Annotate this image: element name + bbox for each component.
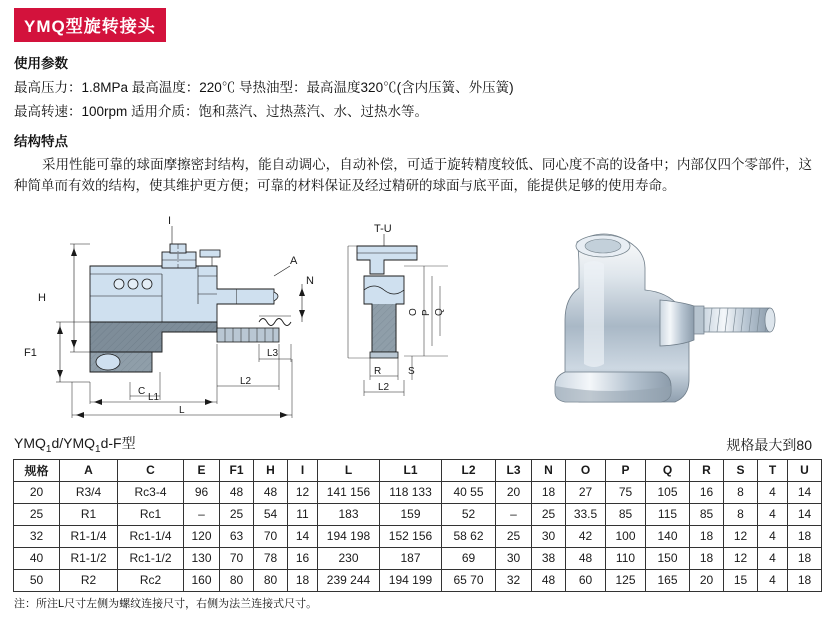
cell: 110 <box>606 547 646 569</box>
table-header-row <box>14 459 822 481</box>
cell: 18 <box>788 525 822 547</box>
cell: 141 156 <box>318 481 380 503</box>
cell: 8 <box>724 503 758 525</box>
cell: 38 <box>532 547 566 569</box>
cell: 160 <box>184 569 220 591</box>
page-title: YMQ型旋转接头 <box>14 8 166 42</box>
col-header: F1 <box>220 459 254 481</box>
cell: 118 133 <box>380 481 442 503</box>
col-header: Q <box>646 459 690 481</box>
cell: 194 199 <box>380 569 442 591</box>
cell: 4 <box>758 569 788 591</box>
model-mid: d/YMQ <box>51 435 96 451</box>
cell: 20 <box>690 569 724 591</box>
table-row <box>14 525 822 547</box>
table-row <box>14 481 822 503</box>
cell: 11 <box>288 503 318 525</box>
cell: 32 <box>14 525 60 547</box>
table-row <box>14 503 822 525</box>
fig-label-H: H <box>38 292 46 304</box>
cell: 105 <box>646 481 690 503</box>
cell: 4 <box>758 525 788 547</box>
cell: 18 <box>532 481 566 503</box>
cell: 14 <box>788 503 822 525</box>
spec-table <box>13 459 822 592</box>
fig-label-O: O <box>408 308 419 316</box>
cell: 165 <box>646 569 690 591</box>
table-footnote: 注：所注L尺寸左侧为螺纹连接尺寸，右侧为法兰连接式尺寸。 <box>14 597 318 610</box>
fig-label-L2b: L2 <box>378 382 390 393</box>
cell: 18 <box>788 547 822 569</box>
cell: – <box>496 503 532 525</box>
cell: 18 <box>788 569 822 591</box>
cell: 187 <box>380 547 442 569</box>
model-sub-2: 1 <box>95 443 101 455</box>
cell: 30 <box>532 525 566 547</box>
params-heading: 使用参数 <box>14 56 68 71</box>
cell: 120 <box>184 525 220 547</box>
cell: 78 <box>254 547 288 569</box>
cell: 14 <box>788 481 822 503</box>
cell: 18 <box>690 525 724 547</box>
cell: Rc1-1/2 <box>118 547 184 569</box>
cell: 115 <box>646 503 690 525</box>
col-header: I <box>288 459 318 481</box>
fig-label-L3: L3 <box>267 348 279 359</box>
cell: 48 <box>220 481 254 503</box>
cell: 239 244 <box>318 569 380 591</box>
cell: 40 <box>14 547 60 569</box>
cell: 42 <box>566 525 606 547</box>
cell: 25 <box>496 525 532 547</box>
cell: 100 <box>606 525 646 547</box>
cell: 12 <box>724 547 758 569</box>
col-header: C <box>118 459 184 481</box>
cell: 48 <box>566 547 606 569</box>
cell: 70 <box>254 525 288 547</box>
model-sub-1: 1 <box>45 443 52 455</box>
fig-label-L2: L2 <box>240 376 252 387</box>
cell: 80 <box>220 569 254 591</box>
cell: 125 <box>606 569 646 591</box>
cell: 230 <box>318 547 380 569</box>
cell: 183 <box>318 503 380 525</box>
col-header: L2 <box>442 459 496 481</box>
cell: 63 <box>220 525 254 547</box>
cell: R1-1/2 <box>60 547 118 569</box>
fig-label-P: P <box>421 309 432 316</box>
fig-label-N: N <box>306 275 314 287</box>
cell: 130 <box>184 547 220 569</box>
cell: Rc3-4 <box>118 481 184 503</box>
fig-label-A: A <box>290 255 298 267</box>
col-header: 规格 <box>14 459 60 481</box>
model-row <box>14 433 812 455</box>
col-header: N <box>532 459 566 481</box>
param-line-1: 最高压力：1.8MPa 最高温度：220℃ 导热油型：最高温度320℃(含内压簧、外压簧) <box>14 80 514 95</box>
cell: 70 <box>220 547 254 569</box>
table-row <box>14 569 822 591</box>
col-header: L <box>318 459 380 481</box>
param-line-2: 最高转速：100rpm 适用介质：饱和蒸汽、过热蒸汽、水、过热水等。 <box>14 104 429 119</box>
cell: R1 <box>60 503 118 525</box>
col-header: H <box>254 459 288 481</box>
cell: 152 156 <box>380 525 442 547</box>
cell: 15 <box>724 569 758 591</box>
cell: 4 <box>758 503 788 525</box>
cell: 16 <box>288 547 318 569</box>
fig-label-C: C <box>138 386 146 397</box>
figure-area <box>12 204 814 429</box>
model-pre: YMQ <box>14 435 46 451</box>
cell: 65 70 <box>442 569 496 591</box>
cell: 27 <box>566 481 606 503</box>
cell: 33.5 <box>566 503 606 525</box>
col-header: R <box>690 459 724 481</box>
cell: 4 <box>758 481 788 503</box>
cell: 48 <box>532 569 566 591</box>
cell: 60 <box>566 569 606 591</box>
col-header: T <box>758 459 788 481</box>
fig-label-L: L <box>179 405 185 416</box>
col-header: S <box>724 459 758 481</box>
cell: 25 <box>220 503 254 525</box>
model-designation <box>14 433 136 455</box>
fig-label-TU: T-U <box>374 223 392 235</box>
col-header: U <box>788 459 822 481</box>
col-header: P <box>606 459 646 481</box>
cell: 54 <box>254 503 288 525</box>
model-post: d-F型 <box>100 435 136 451</box>
fig-label-F1: F1 <box>24 347 37 359</box>
cell: 8 <box>724 481 758 503</box>
cell: 194 198 <box>318 525 380 547</box>
cell: 16 <box>690 481 724 503</box>
cell: Rc1 <box>118 503 184 525</box>
cell: 32 <box>496 569 532 591</box>
col-header: L1 <box>380 459 442 481</box>
cell: 140 <box>646 525 690 547</box>
cell: 25 <box>14 503 60 525</box>
cell: 30 <box>496 547 532 569</box>
cell: R3/4 <box>60 481 118 503</box>
fig-label-Q: Q <box>434 308 445 316</box>
features-heading: 结构特点 <box>14 134 68 149</box>
cell: 52 <box>442 503 496 525</box>
cell: Rc1-1/4 <box>118 525 184 547</box>
cell: R2 <box>60 569 118 591</box>
fig-label-S: S <box>408 366 415 377</box>
fig-label-R: R <box>374 366 382 377</box>
cell: 50 <box>14 569 60 591</box>
cell: 80 <box>254 569 288 591</box>
cell: R1-1/4 <box>60 525 118 547</box>
cell: 48 <box>254 481 288 503</box>
cell: 18 <box>288 569 318 591</box>
cell: Rc2 <box>118 569 184 591</box>
cell: 150 <box>646 547 690 569</box>
cell: 58 62 <box>442 525 496 547</box>
cell: 18 <box>690 547 724 569</box>
cell: 14 <box>288 525 318 547</box>
cell: 4 <box>758 547 788 569</box>
cell: 69 <box>442 547 496 569</box>
col-header: L3 <box>496 459 532 481</box>
cell: 96 <box>184 481 220 503</box>
cell: 12 <box>724 525 758 547</box>
technical-drawing <box>12 204 814 429</box>
cell: 20 <box>14 481 60 503</box>
cell: 159 <box>380 503 442 525</box>
product-photo <box>555 234 775 402</box>
cell: 20 <box>496 481 532 503</box>
cell: – <box>184 503 220 525</box>
cell: 40 55 <box>442 481 496 503</box>
model-note: 规格最大到80 <box>726 436 812 453</box>
cell: 12 <box>288 481 318 503</box>
col-header: A <box>60 459 118 481</box>
col-header: E <box>184 459 220 481</box>
cell: 85 <box>606 503 646 525</box>
cell: 25 <box>532 503 566 525</box>
table-row <box>14 547 822 569</box>
cell: 85 <box>690 503 724 525</box>
cell: 75 <box>606 481 646 503</box>
features-paragraph: 采用性能可靠的球面摩擦密封结构，能自动调心，自动补偿，可适于旋转精度较低、同心度不高的设备中；内部仅四个零部件，这种简单而有效的结构，使其维护更方便；可靠的材料保证及经过精研的球面与底平面，能提供足够的使用寿命。 <box>14 157 812 193</box>
fig-label-L1: L1 <box>148 392 160 403</box>
col-header: O <box>566 459 606 481</box>
fig-label-I: I <box>168 215 172 227</box>
